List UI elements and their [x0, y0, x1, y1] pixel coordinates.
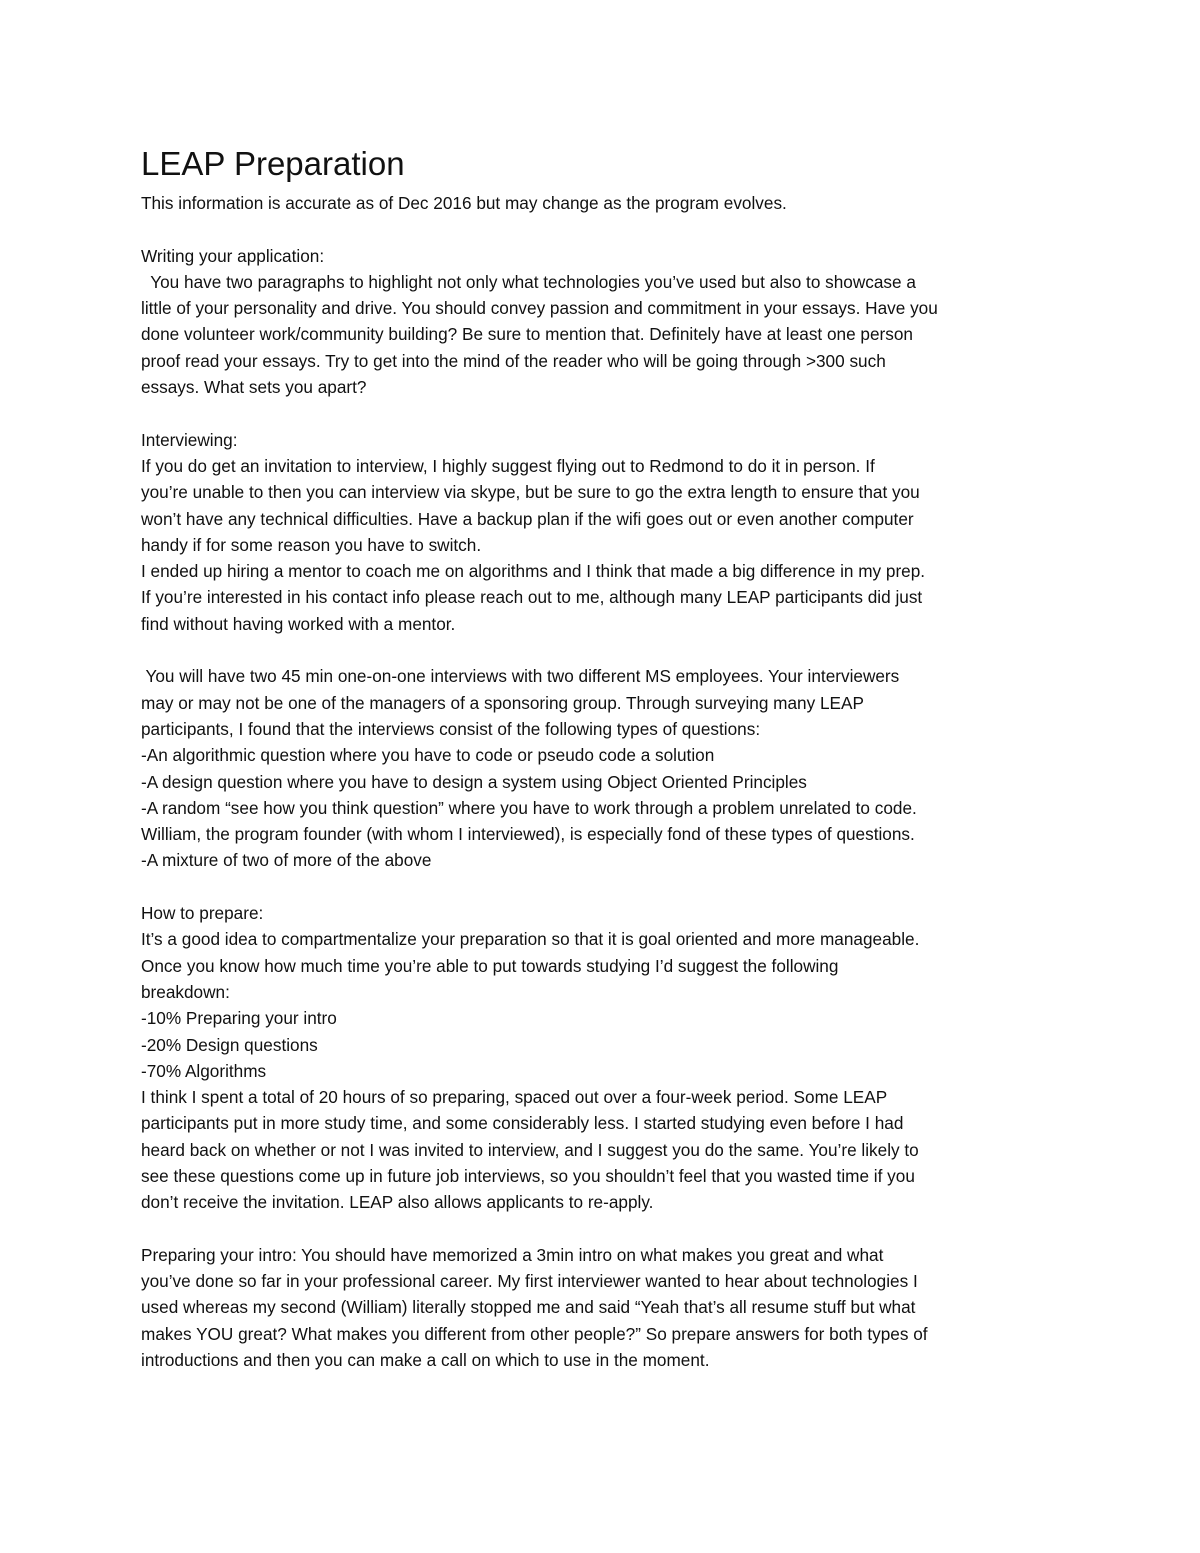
document-title: LEAP Preparation	[141, 145, 405, 182]
text-line: -10% Preparing your intro	[141, 1008, 337, 1029]
text-line: you’re unable to then you can interview via skype, but be sure to go the extra length to ensure that you	[141, 482, 920, 503]
text-line: handy if for some reason you have to switch.	[141, 534, 482, 555]
text-line: Preparing your intro: You should have memorized a 3min intro on what makes you great and what	[141, 1244, 884, 1265]
text-line: breakdown:	[141, 981, 230, 1002]
text-line: You will have two 45 min one-on-one interviews with two different MS employees. Your interviewers	[141, 666, 900, 687]
text-line: used whereas my second (William) literally stopped me and said “Yeah that’s all resume stuff but what	[141, 1297, 916, 1318]
text-line: I think I spent a total of 20 hours of so preparing, spaced out over a four-week period. Some LEAP	[141, 1087, 888, 1108]
text-line: proof read your essays. Try to get into the mind of the reader who will be going through >300 such	[141, 350, 886, 371]
text-line: William, the program founder (with whom I interviewed), is especially fond of these types of questions.	[141, 824, 915, 845]
text-line: -An algorithmic question where you have to code or pseudo code a solution	[141, 745, 715, 766]
text-line: How to prepare:	[141, 903, 264, 924]
text-line: find without having worked with a mentor.	[141, 613, 456, 634]
blank-line	[141, 400, 1081, 426]
text-line: done volunteer work/community building? Be sure to mention that. Definitely have at least one person	[141, 324, 913, 345]
text-line: participants put in more study time, and some considerably less. I started studying even before I had	[141, 1113, 904, 1134]
text-line: You have two paragraphs to highlight not only what technologies you’ve used but also to showcase a	[141, 271, 916, 292]
blank-line	[141, 637, 1081, 663]
text-line: Writing your application:	[141, 245, 325, 266]
text-line: see these questions come up in future job interviews, so you shouldn’t feel that you wasted time if you	[141, 1165, 915, 1186]
text-line: introductions and then you can make a call on which to use in the moment.	[141, 1350, 710, 1371]
blank-line	[141, 874, 1081, 900]
text-line: may or may not be one of the managers of a sponsoring group. Through surveying many LEAP	[141, 692, 864, 713]
text-line: won’t have any technical difficulties. Have a backup plan if the wifi goes out or even another computer	[141, 508, 914, 529]
blank-line	[141, 1216, 1081, 1242]
text-line: It’s a good idea to compartmentalize your preparation so that it is goal oriented and more manageable.	[141, 929, 920, 950]
text-line: essays. What sets you apart?	[141, 377, 367, 398]
text-line: -A mixture of two of more of the above	[141, 850, 432, 871]
text-line: -A random “see how you think question” where you have to work through a problem unrelated to code.	[141, 797, 917, 818]
text-line: This information is accurate as of Dec 2016 but may change as the program evolves.	[141, 193, 787, 213]
text-line: participants, I found that the interviews consist of the following types of questions:	[141, 718, 761, 739]
document-text	[141, 190, 1081, 1373]
text-line: If you do get an invitation to interview, I highly suggest flying out to Redmond to do it in person. If	[141, 455, 875, 476]
text-line: If you’re interested in his contact info please reach out to me, although many LEAP participants did just	[141, 587, 923, 608]
document-body	[141, 142, 1081, 1373]
text-line: -20% Design questions	[141, 1034, 318, 1055]
text-line: you’ve done so far in your professional career. My first interviewer wanted to hear about technologies I	[141, 1271, 918, 1292]
text-line: I ended up hiring a mentor to coach me on algorithms and I think that made a big difference in my prep.	[141, 561, 926, 582]
text-line: -A design question where you have to design a system using Object Oriented Principles	[141, 771, 807, 792]
text-line: Once you know how much time you’re able to put towards studying I’d suggest the following	[141, 955, 839, 976]
text-line: -70% Algorithms	[141, 1060, 267, 1081]
text-line: heard back on whether or not I was invited to interview, and I suggest you do the same. You’re likely to	[141, 1139, 919, 1160]
text-line: little of your personality and drive. You should convey passion and commitment in your essays. Have you	[141, 298, 938, 319]
text-line: makes YOU great? What makes you different from other people?” So prepare answers for both types of	[141, 1323, 928, 1344]
text-line: don’t receive the invitation. LEAP also allows applicants to re-apply.	[141, 1192, 654, 1213]
text-line: Interviewing:	[141, 429, 238, 450]
blank-line	[141, 216, 1081, 242]
